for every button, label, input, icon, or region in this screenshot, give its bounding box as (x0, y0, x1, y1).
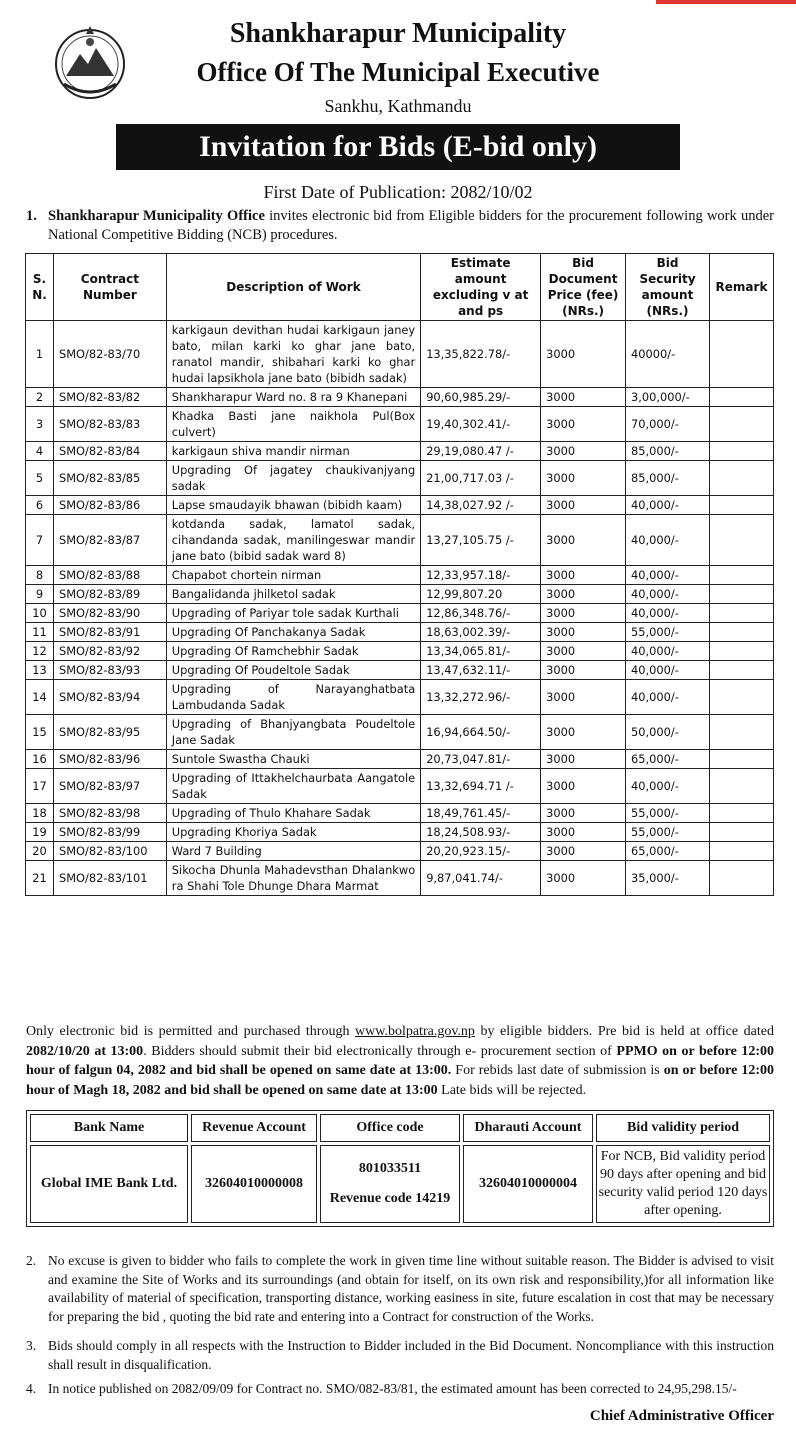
table-header-cell: Contract Number (53, 254, 166, 321)
table-row (26, 388, 774, 407)
bank-header-cell: Bid validity period (596, 1114, 770, 1142)
work-description: Upgrading of Ittakhelchaurbata Aangatole Sadak (166, 769, 420, 804)
document-fee: 3000 (541, 442, 626, 461)
serial-number: 5 (26, 461, 54, 496)
contract-number: SMO/82-83/98 (53, 804, 166, 823)
serial-number: 19 (26, 823, 54, 842)
table-row (26, 321, 774, 388)
table-row (26, 442, 774, 461)
table-row (26, 842, 774, 861)
document-fee: 3000 (541, 842, 626, 861)
bid-security: 40,000/- (626, 642, 710, 661)
point-3 (26, 1337, 774, 1374)
table-row (26, 769, 774, 804)
table-row (26, 680, 774, 715)
bid-security: 65,000/- (626, 842, 710, 861)
contract-number: SMO/82-83/99 (53, 823, 166, 842)
estimate-amount: 29,19,080.47 /- (421, 442, 541, 461)
table-row (26, 804, 774, 823)
table-header-row (26, 254, 774, 321)
contract-number: SMO/82-83/96 (53, 750, 166, 769)
estimate-amount: 9,87,041.74/- (421, 861, 541, 896)
point-number: 2. (26, 1253, 37, 1268)
estimate-amount: 12,33,957.18/- (421, 566, 541, 585)
office-name: Office Of The Municipal Executive (196, 57, 600, 87)
publication-date: First Date of Publication: 2082/10/02 (263, 182, 533, 202)
contract-number: SMO/82-83/82 (53, 388, 166, 407)
document-fee: 3000 (541, 680, 626, 715)
serial-number: 8 (26, 566, 54, 585)
remark (709, 604, 773, 623)
contract-number: SMO/82-83/97 (53, 769, 166, 804)
work-description: Lapse smaudayik bhawan (bibidh kaam) (166, 496, 420, 515)
table-header-cell: Bid Security amount (NRs.) (626, 254, 710, 321)
bank-header-cell: Revenue Account (191, 1114, 317, 1142)
contract-number: SMO/82-83/88 (53, 566, 166, 585)
table-row (26, 566, 774, 585)
document-fee: 3000 (541, 642, 626, 661)
table-row (26, 604, 774, 623)
bid-security: 40,000/- (626, 566, 710, 585)
bid-security: 40000/- (626, 321, 710, 388)
point-number: 1. (26, 208, 37, 224)
serial-number: 16 (26, 750, 54, 769)
bid-security: 40,000/- (626, 769, 710, 804)
table-header-cell: S. N. (26, 254, 54, 321)
table-row (26, 585, 774, 604)
remark (709, 496, 773, 515)
estimate-amount: 13,27,105.75 /- (421, 515, 541, 566)
table-row (26, 461, 774, 496)
estimate-amount: 20,20,923.15/- (421, 842, 541, 861)
prebid-date: 2082/10/20 at 13:00 (26, 1043, 144, 1059)
bank-header-cell: Bank Name (30, 1114, 188, 1142)
document-fee: 3000 (541, 750, 626, 769)
remark (709, 461, 773, 496)
intro-paragraph (26, 207, 774, 245)
contract-number: SMO/82-83/91 (53, 623, 166, 642)
bid-validity: For NCB, Bid validity period 90 days after opening and bid security valid period 120 days after opening. (596, 1145, 770, 1223)
contract-number: SMO/82-83/90 (53, 604, 166, 623)
work-description: Upgrading of Bhanjyangbata Poudeltole Jane Sadak (166, 715, 420, 750)
serial-number: 10 (26, 604, 54, 623)
serial-number: 2 (26, 388, 54, 407)
rebid-deadline: on or before 12:00 hour of Magh 18, 2082 and bid shall be opened on same date at 13:00 (26, 1063, 775, 1098)
work-description: Shankharapur Ward no. 8 ra 9 Khanepani (166, 388, 420, 407)
remark (709, 861, 773, 896)
bolpatra-link[interactable]: www.bolpatra.gov.np (355, 1024, 475, 1039)
estimate-amount: 12,86,348.76/- (421, 604, 541, 623)
document-fee: 3000 (541, 388, 626, 407)
notice-title: Invitation for Bids (E-bid only) (116, 124, 680, 170)
remark (709, 715, 773, 750)
estimate-amount: 13,32,694.71 /- (421, 769, 541, 804)
remark (709, 566, 773, 585)
estimate-amount: 13,47,632.11/- (421, 661, 541, 680)
contract-number: SMO/82-83/83 (53, 407, 166, 442)
contract-number: SMO/82-83/101 (53, 861, 166, 896)
serial-number: 4 (26, 442, 54, 461)
work-description: Upgrading Of Ramchebhir Sadak (166, 642, 420, 661)
submission-text: by eligible bidders. Pre bid is held at office dated (474, 1024, 774, 1039)
bid-security: 40,000/- (626, 661, 710, 680)
estimate-amount: 20,73,047.81/- (421, 750, 541, 769)
submission-text: Only electronic bid is permitted and purchased through (26, 1024, 356, 1039)
estimate-amount: 18,49,761.45/- (421, 804, 541, 823)
remark (709, 842, 773, 861)
document-fee: 3000 (541, 623, 626, 642)
table-row (26, 642, 774, 661)
signatory-title: Chief Administrative Officer (589, 1408, 774, 1424)
table-row (26, 661, 774, 680)
bid-security: 55,000/- (626, 823, 710, 842)
contract-number: SMO/82-83/94 (53, 680, 166, 715)
work-description: Upgrading Of jagatey chaukivanjyang sadak (166, 461, 420, 496)
work-description: Upgrading Khoriya Sadak (166, 823, 420, 842)
contract-number: SMO/82-83/87 (53, 515, 166, 566)
work-description: Ward 7 Building (166, 842, 420, 861)
submission-text: . Bidders should submit their bid electronically through e- procurement section of (143, 1043, 617, 1059)
bid-security: 85,000/- (626, 461, 710, 496)
contract-number: SMO/82-83/100 (53, 842, 166, 861)
point-text: Bids should comply in all respects with the Instruction to Bidder included in the Bid Document. Noncompliance with this instruction shall result in disqualification. (48, 1338, 774, 1372)
office-code-cell (320, 1145, 460, 1223)
bid-security: 55,000/- (626, 804, 710, 823)
estimate-amount: 14,38,027.92 /- (421, 496, 541, 515)
bid-security: 40,000/- (626, 604, 710, 623)
table-header-cell: Description of Work (166, 254, 420, 321)
submission-paragraph (26, 1022, 774, 1100)
work-description: Upgrading Of Poudeltole Sadak (166, 661, 420, 680)
document-fee: 3000 (541, 407, 626, 442)
bid-security: 40,000/- (626, 496, 710, 515)
serial-number: 13 (26, 661, 54, 680)
serial-number: 14 (26, 680, 54, 715)
work-description: Suntole Swastha Chauki (166, 750, 420, 769)
estimate-amount: 13,35,822.78/- (421, 321, 541, 388)
bids-table (25, 253, 774, 896)
serial-number: 11 (26, 623, 54, 642)
serial-number: 6 (26, 496, 54, 515)
work-description: Upgrading of Pariyar tole sadak Kurthali (166, 604, 420, 623)
table-row (26, 750, 774, 769)
dharauti-account: 32604010000004 (463, 1145, 593, 1223)
document-fee: 3000 (541, 321, 626, 388)
table-row (26, 623, 774, 642)
intro-lead: Shankharapur Municipality Office (48, 208, 265, 224)
estimate-amount: 13,34,065.81/- (421, 642, 541, 661)
bid-security: 40,000/- (626, 585, 710, 604)
work-description: Upgrading Of Panchakanya Sadak (166, 623, 420, 642)
work-description: Bangalidanda jhilketol sadak (166, 585, 420, 604)
serial-number: 12 (26, 642, 54, 661)
bank-header-cell: Dharauti Account (463, 1114, 593, 1142)
bid-security: 35,000/- (626, 861, 710, 896)
work-description: Upgrading of Narayanghatbata Lambudanda Sadak (166, 680, 420, 715)
table-header-cell: Remark (709, 254, 773, 321)
bid-security: 40,000/- (626, 680, 710, 715)
estimate-amount: 19,40,302.41/- (421, 407, 541, 442)
serial-number: 21 (26, 861, 54, 896)
work-description: Chapabot chortein nirman (166, 566, 420, 585)
contract-number: SMO/82-83/93 (53, 661, 166, 680)
office-code: 801033511 (358, 1161, 422, 1176)
work-description: Sikocha Dhunla Mahadevsthan Dhalankwo ra Shahi Tole Dhunge Dhara Marmat (166, 861, 420, 896)
point-4 (26, 1380, 774, 1399)
remark (709, 661, 773, 680)
table-header-cell: Estimate amount excluding v at and ps (421, 254, 541, 321)
remark (709, 321, 773, 388)
serial-number: 1 (26, 321, 54, 388)
contract-number: SMO/82-83/95 (53, 715, 166, 750)
bid-security: 40,000/- (626, 515, 710, 566)
remark (709, 585, 773, 604)
document-fee: 3000 (541, 861, 626, 896)
remark (709, 823, 773, 842)
point-number: 3. (26, 1338, 37, 1353)
work-description: Upgrading of Thulo Khahare Sadak (166, 804, 420, 823)
document-fee: 3000 (541, 661, 626, 680)
contract-number: SMO/82-83/70 (53, 321, 166, 388)
contract-number: SMO/82-83/92 (53, 642, 166, 661)
remark (709, 804, 773, 823)
table-row (26, 861, 774, 896)
estimate-amount: 18,24,508.93/- (421, 823, 541, 842)
serial-number: 3 (26, 407, 54, 442)
bid-security: 55,000/- (626, 623, 710, 642)
serial-number: 15 (26, 715, 54, 750)
document-fee: 3000 (541, 769, 626, 804)
table-row (26, 496, 774, 515)
table-row (26, 515, 774, 566)
document-fee: 3000 (541, 566, 626, 585)
intro-text: invites electronic bid from Eligible bidders for the procurement following work under National Competitive Bidding (NCB) procedures. (48, 208, 774, 243)
document-fee: 3000 (541, 496, 626, 515)
table-row (26, 407, 774, 442)
document-fee: 3000 (541, 823, 626, 842)
serial-number: 17 (26, 769, 54, 804)
bank-name: Global IME Bank Ltd. (30, 1145, 188, 1223)
contract-number: SMO/82-83/85 (53, 461, 166, 496)
remark (709, 769, 773, 804)
table-row (26, 823, 774, 842)
serial-number: 9 (26, 585, 54, 604)
serial-number: 18 (26, 804, 54, 823)
point-number: 4. (26, 1381, 37, 1396)
remark (709, 442, 773, 461)
bid-security: 65,000/- (626, 750, 710, 769)
contract-number: SMO/82-83/84 (53, 442, 166, 461)
bid-security: 85,000/- (626, 442, 710, 461)
estimate-amount: 13,32,272.96/- (421, 680, 541, 715)
remark (709, 407, 773, 442)
bank-data-row (30, 1145, 770, 1223)
estimate-amount: 12,99,807.20 (421, 585, 541, 604)
work-description: karkigaun shiva mandir nirman (166, 442, 420, 461)
office-location: Sankhu, Kathmandu (324, 96, 472, 116)
remark (709, 388, 773, 407)
revenue-account: 32604010000008 (191, 1145, 317, 1223)
bid-security: 70,000/- (626, 407, 710, 442)
remark (709, 515, 773, 566)
point-text: In notice published on 2082/09/09 for Contract no. SMO/082-83/81, the estimated amount has been corrected to 24,95,298.15/- (48, 1381, 737, 1396)
estimate-amount: 16,94,664.50/- (421, 715, 541, 750)
document-fee: 3000 (541, 715, 626, 750)
bank-header-row (30, 1114, 770, 1142)
contract-number: SMO/82-83/86 (53, 496, 166, 515)
document-fee: 3000 (541, 515, 626, 566)
estimate-amount: 90,60,985.29/- (421, 388, 541, 407)
bid-security: 3,00,000/- (626, 388, 710, 407)
serial-number: 20 (26, 842, 54, 861)
letterhead (0, 0, 796, 120)
remark (709, 750, 773, 769)
submission-text: For rebids last date of submission is (451, 1063, 664, 1078)
work-description: Khadka Basti jane naikhola Pul(Box culvert) (166, 407, 420, 442)
point-text: No excuse is given to bidder who fails to complete the work in given time line without suitable reason. The Bidder is advised to visit and examine the Site of Works and its surroundings (and obtain for itself, on its own risk and responsibility,)for all information like availability of material of specification, transporting distance, working easiness in site, future escalation in cost that may be necessary for preparing the bid , quoting the bid rate and entering into a Contract for construction of the Works. (48, 1253, 774, 1324)
document-fee: 3000 (541, 804, 626, 823)
estimate-amount: 18,63,002.39/- (421, 623, 541, 642)
revenue-code: Revenue code 14219 (329, 1191, 451, 1206)
remark (709, 680, 773, 715)
remark (709, 642, 773, 661)
point-2 (26, 1252, 774, 1326)
submission-text: Late bids will be rejected. (437, 1082, 587, 1098)
remark (709, 623, 773, 642)
table-header-cell: Bid Document Price (fee) (NRs.) (541, 254, 626, 321)
bid-security: 50,000/- (626, 715, 710, 750)
document-fee: 3000 (541, 585, 626, 604)
table-row (26, 715, 774, 750)
contract-number: SMO/82-83/89 (53, 585, 166, 604)
serial-number: 7 (26, 515, 54, 566)
document-fee: 3000 (541, 604, 626, 623)
bank-details-table (26, 1110, 774, 1227)
submission-deadline: PPMO on or before 12:00 hour of falgun 04, 2082 and bid shall be opened on same date at 13:00. (26, 1043, 774, 1078)
estimate-amount: 21,00,717.03 /- (421, 461, 541, 496)
bank-header-cell: Office code (320, 1114, 460, 1142)
work-description: kotdanda sadak, lamatol sadak, cihandanda sadak, manilingeswar mandir jane bato (bibid sadak ward 8) (166, 515, 420, 566)
document-fee: 3000 (541, 461, 626, 496)
work-description: karkigaun devithan hudai karkigaun janey bato, milan karki ko ghar jane bato, ranatol mandir, shibahari karki ko ghar hudai lapsikhola jane bato (bibidh sadak) (166, 321, 420, 388)
municipality-name: Shankharapur Municipality (229, 18, 567, 49)
